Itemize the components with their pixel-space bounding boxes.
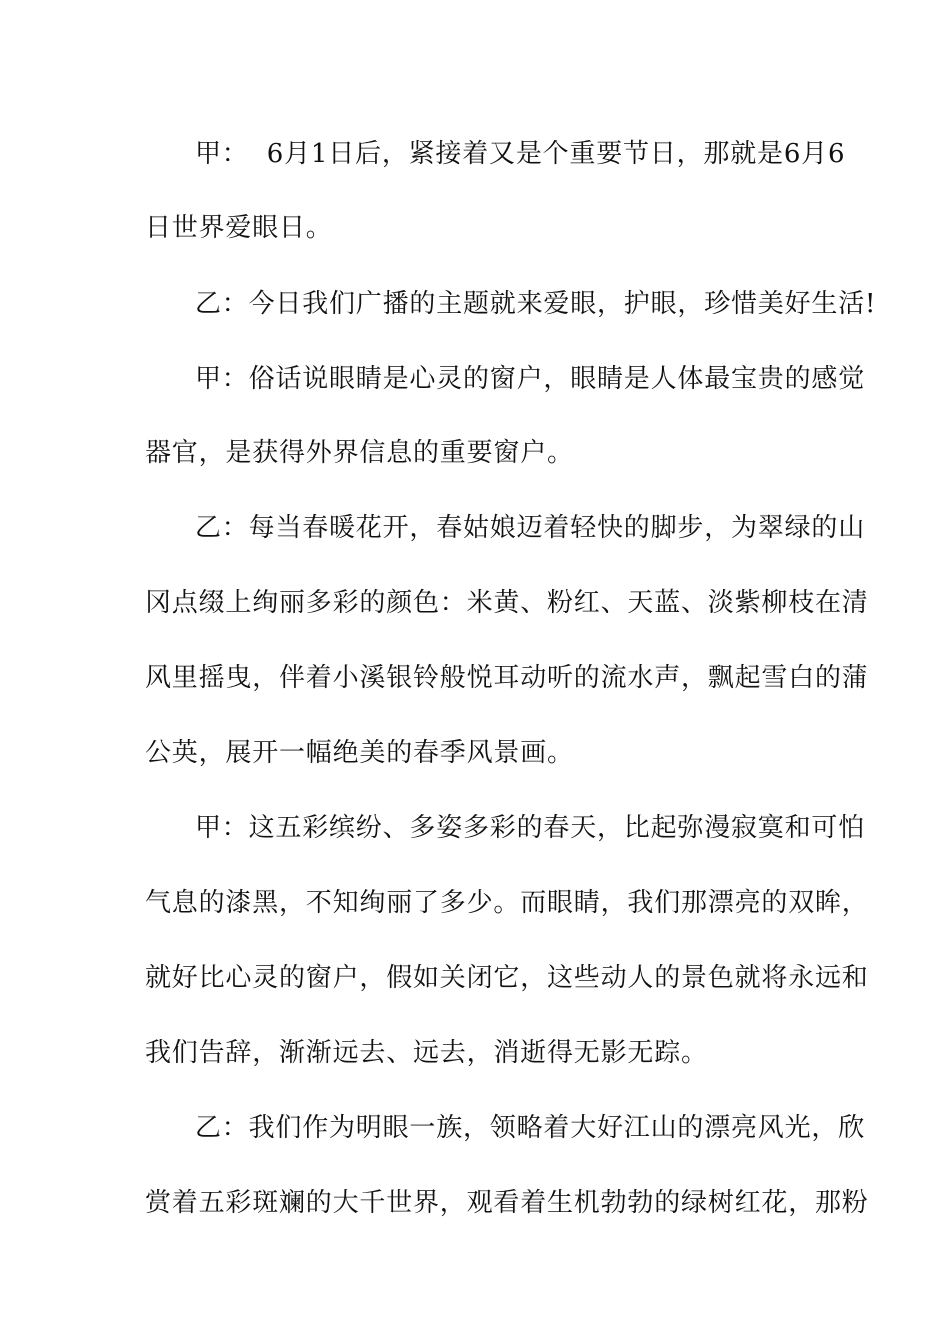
paragraph-line: 冈点缀上绚丽多彩的颜色：米黄、粉红、天蓝、淡紫柳枝在清 bbox=[145, 588, 869, 618]
paragraph-line: 日世界爱眼日。 bbox=[145, 213, 333, 243]
paragraph-line: 乙：我们作为明眼一族，领略着大好江山的漂亮风光，欣 bbox=[195, 1113, 866, 1143]
paragraph-line: 甲：俗话说眼睛是心灵的窗户，眼睛是人体最宝贵的感觉 bbox=[195, 364, 866, 394]
paragraph-line: 公英，展开一幅绝美的春季风景画。 bbox=[145, 738, 574, 768]
paragraph-line: 甲：这五彩缤纷、多姿多彩的春天，比起弥漫寂寞和可怕 bbox=[195, 813, 866, 843]
paragraph-line: 乙：每当春暖花开，春姑娘迈着轻快的脚步，为翠绿的山 bbox=[195, 513, 866, 543]
paragraph-line: 乙：今日我们广播的主题就来爱眼，护眼，珍惜美好生活! bbox=[195, 289, 877, 319]
paragraph-line: 甲： 6月1日后，紧接着又是个重要节日，那就是6月6 bbox=[195, 139, 846, 169]
paragraph-line: 赏着五彩斑斓的大千世界，观看着生机勃勃的绿树红花，那粉 bbox=[145, 1188, 869, 1218]
paragraph-line: 器官，是获得外界信息的重要窗户。 bbox=[145, 438, 574, 468]
paragraph-line: 我们告辞，渐渐远去、远去，消逝得无影无踪。 bbox=[145, 1038, 708, 1068]
paragraph-line: 就好比心灵的窗户，假如关闭它，这些动人的景色就将永远和 bbox=[145, 963, 869, 993]
paragraph-line: 风里摇曳，伴着小溪银铃般悦耳动听的流水声，飘起雪白的蒲 bbox=[145, 663, 869, 693]
paragraph-line: 气息的漆黑，不知绚丽了多少。而眼睛，我们那漂亮的双眸， bbox=[145, 888, 869, 918]
